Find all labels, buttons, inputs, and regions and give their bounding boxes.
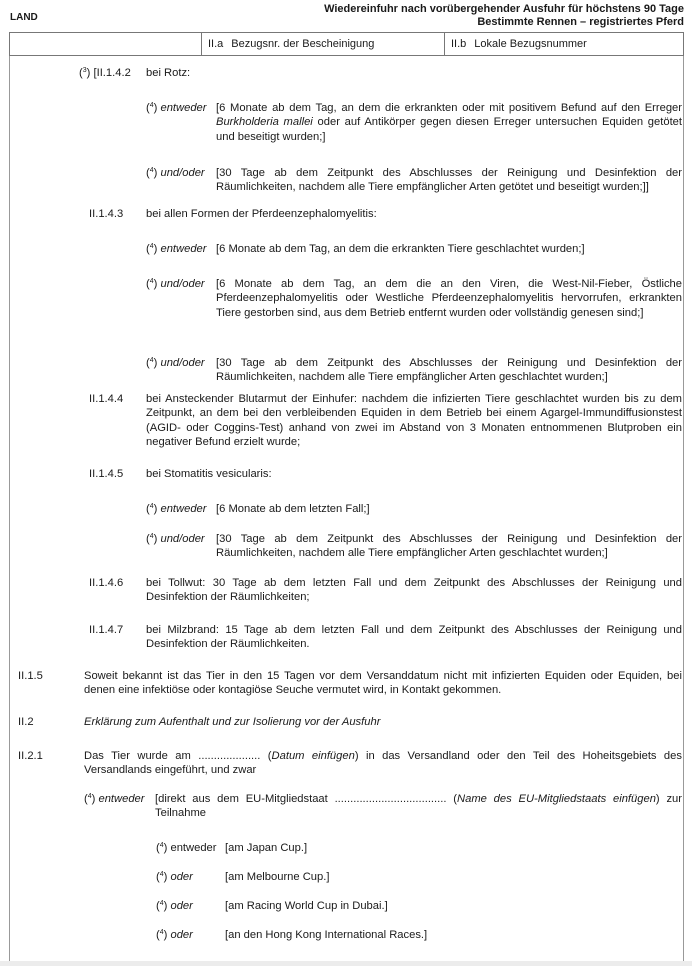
option-text: [direkt aus dem EU-Mitgliedstaat .................................... (Name des EU-Mitgliedstaats einfügen) zur Teilnahme: [155, 793, 682, 820]
option-label: ($^4$) entweder: [146, 503, 207, 515]
option-text: [30 Tage ab dem Zeitpunkt des Abschlusses der Reinigung und Desinfektion der Räumlichkeiten, nachdem alle Tiere empfänglicher Arten geschlachtet wurden;]: [216, 357, 682, 384]
option-text: [6 Monate ab dem Tag, an dem die an den Viren, die West-Nil-Fieber, Östliche Pferdeenzephalomyelitis oder Westliche Pferdeenzephalomyelitis hervorrufen, erkrankten Tiere gestorben sind, aus dem Betrieb entfernt wurden oder vollständig genesen sind;]: [216, 278, 682, 319]
race-option-label: ($^4$) oder: [156, 871, 193, 883]
race-option-text: [am Melbourne Cup.]: [225, 871, 330, 883]
section-text: Das Tier wurde am .................... (Datum einfügen) in das Versandland oder den Teil des Hoheitsgebiets des Versandlands eingeführt, und zwar: [84, 750, 682, 777]
section-code: II.1.4.7: [89, 624, 124, 636]
race-option-text: [am Racing World Cup in Dubai.]: [225, 900, 388, 912]
section-title: Erklärung zum Aufenthalt und zur Isolierung vor der Ausfuhr: [84, 716, 381, 728]
race-option-text: [an den Hong Kong International Races.]: [225, 929, 428, 941]
section-text: bei Ansteckender Blutarmut der Einhufer: nachdem die infizierten Tiere geschlachtet wurden bis zu dem Zeitpunkt, an dem bei den verbleibenden Equiden in dem Betrieb bei einem Agargel-Immundiffusionstest (AGID- oder Coggins-Test) anhand von zwei im Abstand von 3 Monaten entnommenen Blutproben ein negativer Befund erzielt wurde;: [146, 393, 682, 449]
section-code: II.1.4.6: [89, 577, 124, 589]
section-title: bei Rotz:: [146, 67, 191, 79]
ref-cell-local-reference: [445, 33, 683, 55]
ref-cell-certificate-number: [202, 33, 445, 55]
section-code: II.2: [18, 716, 34, 728]
section-code: ($^3$) [II.1.4.2: [79, 67, 131, 79]
section-code: II.1.4.3: [89, 208, 124, 220]
option-label: ($^4$) und/oder: [146, 357, 205, 369]
option-text: [30 Tage ab dem Zeitpunkt des Abschlusses der Reinigung und Desinfektion der Räumlichkeiten, nachdem alle Tiere empfänglicher Arten geschlachtet wurden;]: [216, 533, 682, 560]
option-text: [6 Monate ab dem letzten Fall;]: [216, 503, 370, 515]
race-option-label: ($^4$) oder: [156, 900, 193, 912]
race-option-text: [am Japan Cup.]: [225, 842, 308, 854]
section-text: bei Tollwut: 30 Tage ab dem letzten Fall und dem Zeitpunkt des Abschlusses der Reinigung und Desinfektion der Räumlichkeiten;: [146, 577, 682, 604]
header-country-label: LAND: [10, 12, 38, 23]
option-label: ($^4$) und/oder: [146, 167, 205, 179]
section-text: Soweit bekannt ist das Tier in den 15 Tagen vor dem Versanddatum nicht mit infizierten Equiden oder Equiden, bei denen eine infektiöse oder kontagiöse Seuche vermutet wird, in Kontakt gekommen.: [84, 670, 682, 697]
section-title: bei allen Formen der Pferdeenzephalomyelitis:: [146, 208, 377, 220]
option-text: [6 Monate ab dem Tag, an dem die erkrankten oder mit positivem Befund auf den Erreger Burkholderia mallei oder auf Antikörper gegen diesen Erreger untersuchen Equiden getötet und beseitigt wurden;]: [216, 102, 683, 143]
section-code: II.1.5: [18, 670, 43, 682]
reference-table: [9, 32, 684, 56]
race-option-label: ($^4$) entweder: [156, 842, 217, 854]
option-text: [6 Monate ab dem Tag, an dem die erkrankten Tiere geschlachtet wurden;]: [216, 243, 585, 255]
section-code: II.2.1: [18, 750, 43, 762]
header-title-line2: Bestimmte Rennen – registriertes Pferd: [477, 16, 684, 28]
section-code: II.1.4.5: [89, 468, 124, 480]
option-label: ($^4$) und/oder: [146, 533, 205, 545]
section-code: II.1.4.4: [89, 393, 124, 405]
section-text: bei Milzbrand: 15 Tage ab dem letzten Fall und dem Zeitpunkt des Abschlusses der Reinigung und Desinfektion der Räumlichkeiten.: [146, 624, 682, 651]
option-label: ($^4$) entweder: [146, 102, 207, 114]
header-title: [324, 3, 684, 29]
ref-code: II.a: [208, 38, 224, 50]
header-title-line1: Wiedereinfuhr nach vorübergehender Ausfuhr für höchstens 90 Tage: [324, 3, 684, 15]
option-label: ($^4$) und/oder: [146, 278, 205, 290]
ref-label: Bezugsnr. der Bescheinigung: [231, 38, 375, 50]
option-text: [30 Tage ab dem Zeitpunkt des Abschlusses der Reinigung und Desinfektion der Räumlichkeiten, nachdem alle Tiere empfänglicher Arten getötet und beseitigt wurden;]]: [216, 167, 682, 194]
race-option-label: ($^4$) oder: [156, 929, 193, 941]
ref-cell-empty: [10, 33, 202, 55]
ref-code: II.b: [451, 38, 467, 50]
section-title: bei Stomatitis vesicularis:: [146, 468, 272, 480]
page-bottom-edge: [0, 961, 692, 966]
option-label: ($^4$) entweder: [146, 243, 207, 255]
ref-label: Lokale Bezugsnummer: [474, 38, 587, 50]
option-label: ($^4$) entweder: [84, 793, 145, 805]
